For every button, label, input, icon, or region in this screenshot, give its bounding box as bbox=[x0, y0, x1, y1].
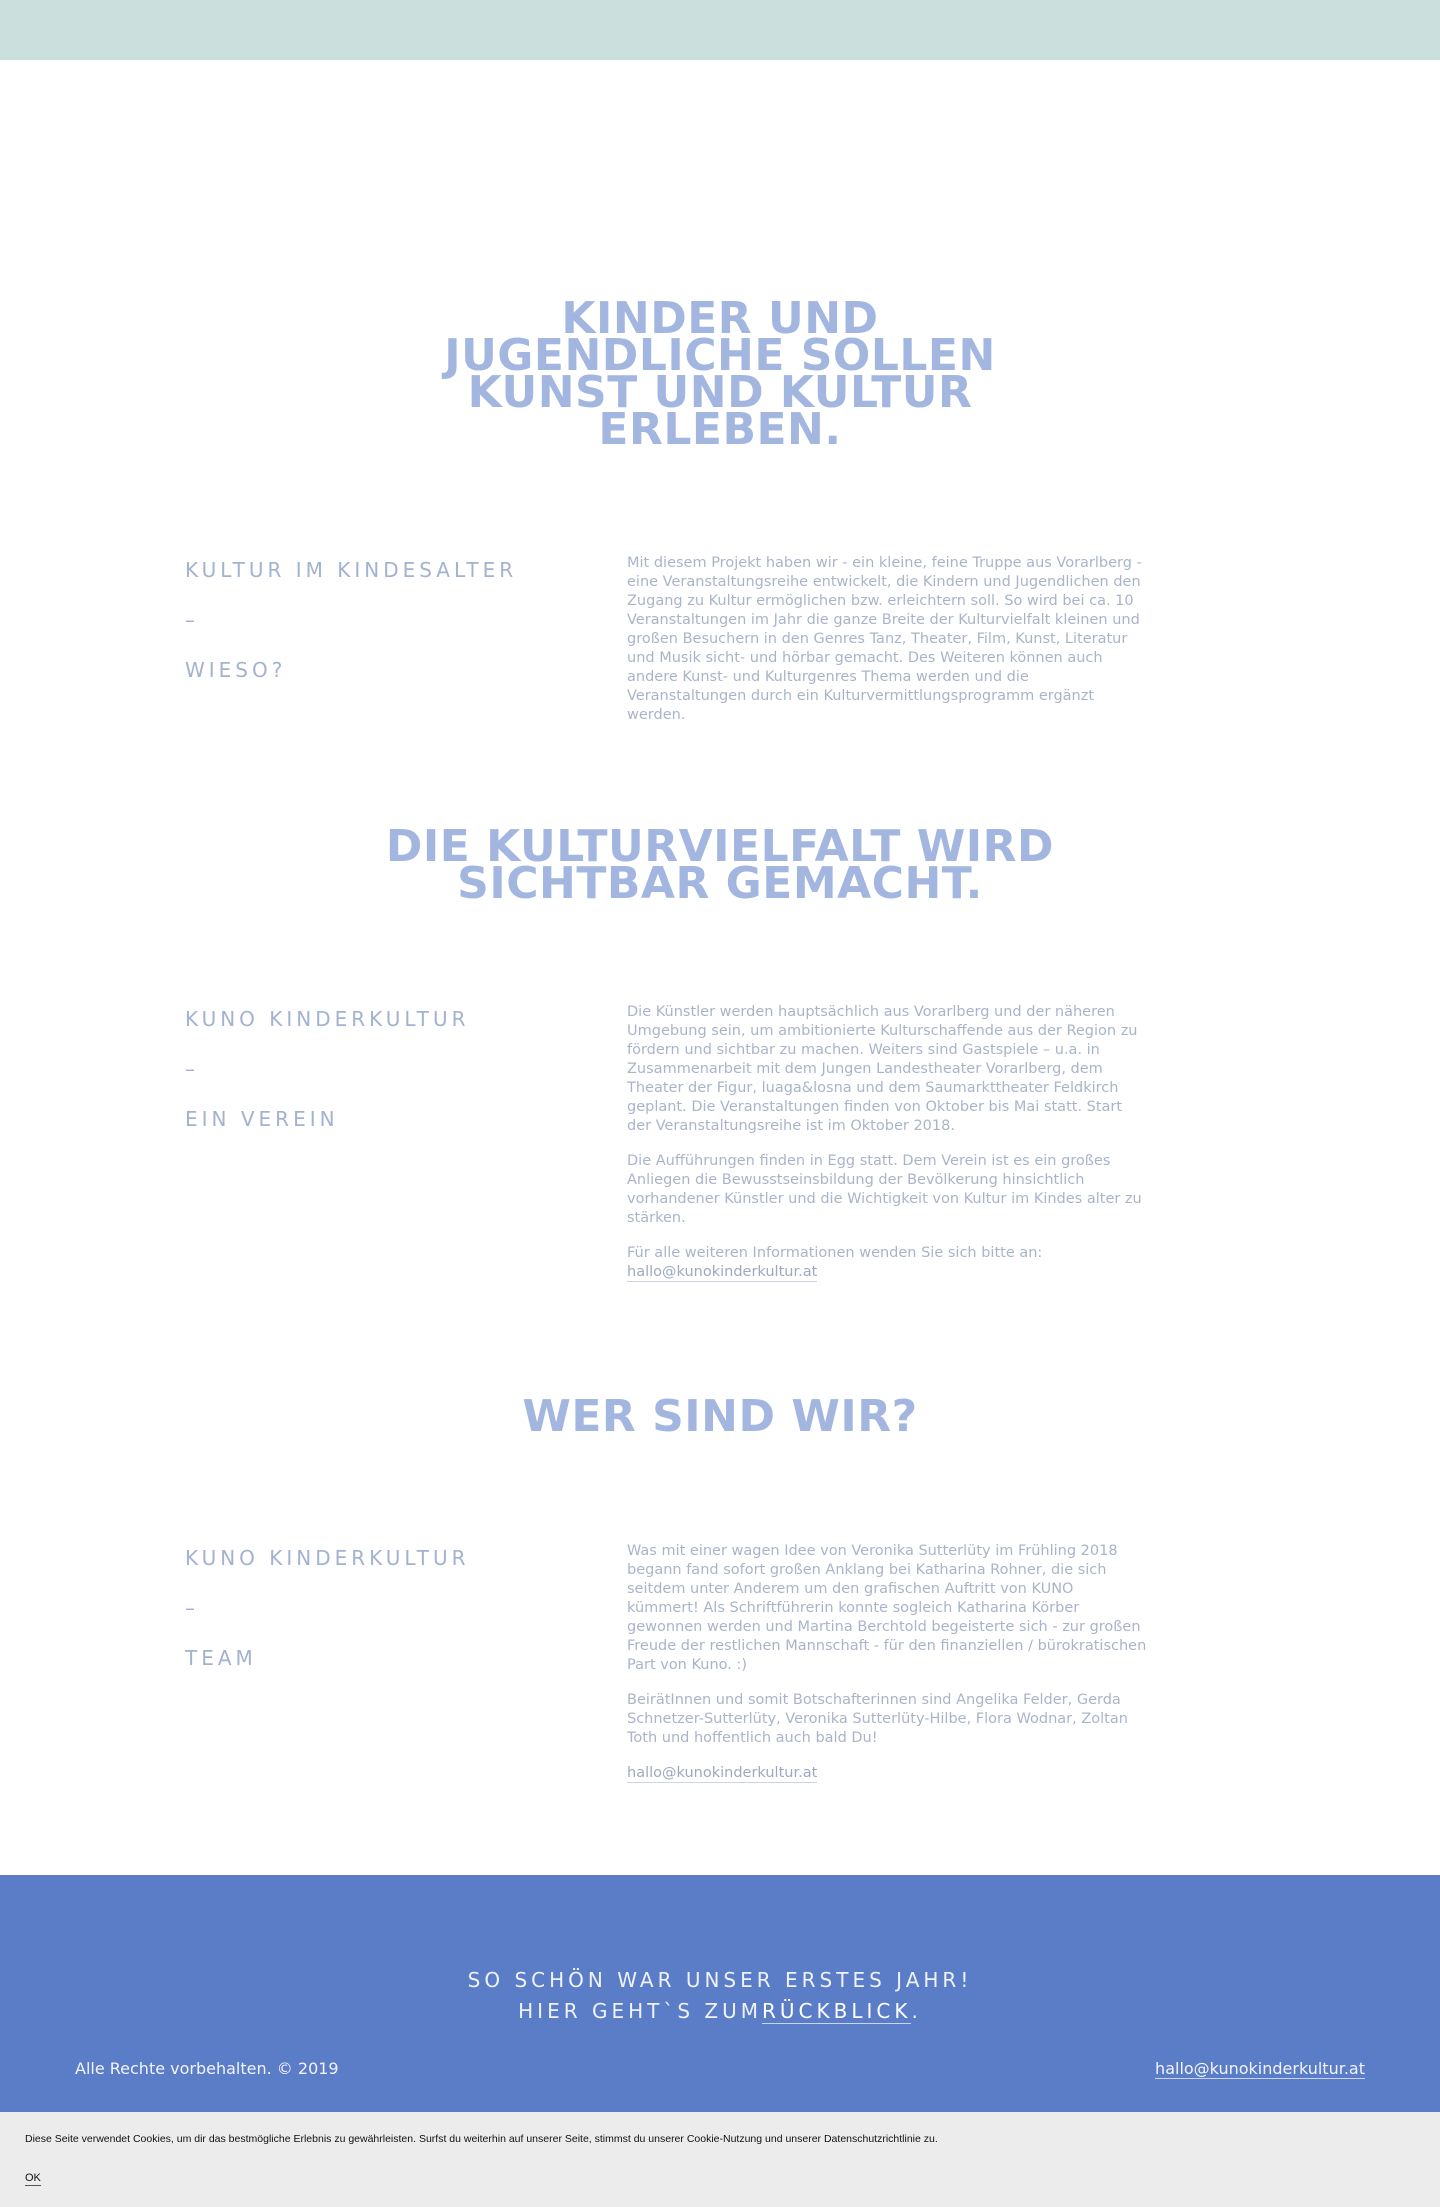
email-link[interactable]: hallo@kunokinderkultur.at bbox=[627, 1264, 818, 1280]
side-label-subtitle: EIN VEREIN bbox=[185, 1107, 339, 1131]
footer-rueckblick bbox=[0, 1965, 1440, 2027]
side-label-dash: – bbox=[185, 608, 199, 632]
footer-line-2-prefix: HIER GEHT`S ZUM bbox=[518, 1999, 763, 2023]
cookie-notice-text: Diese Seite verwendet Cookies, um dir das bestmögliche Erlebnis zu gewährleisten. Surfst du weiterhin auf unserer Seite, stimmst du unserer Cookie-Nutzung und unserer Datenschutzrichtlinie zu. bbox=[25, 2133, 938, 2145]
footer bbox=[0, 1875, 1440, 2112]
hero-heading-line: KINDER UND bbox=[561, 293, 879, 344]
section-heading bbox=[0, 1391, 1440, 1442]
section-body bbox=[627, 1542, 1147, 1799]
body-paragraph: BeirätInnen und somit Botschafterinnen sind Angelika Felder, Gerda Schnetzer-Sutterlüty, Veronika Sutterlüty-Hilbe, Flora Wodnar, Zoltan Toth und hoffentlich auch bald Du! bbox=[627, 1692, 1128, 1746]
heading-wer-sind-wir bbox=[0, 1391, 1440, 1442]
side-label-title: KULTUR IM KINDESALTER bbox=[185, 558, 518, 582]
hero-heading-line: JUGENDLICHE SOLLEN bbox=[444, 330, 996, 381]
footer-line-2 bbox=[0, 1996, 1440, 2027]
section-body bbox=[627, 554, 1147, 741]
section-side-label bbox=[185, 550, 585, 700]
section-body bbox=[627, 1003, 1147, 1298]
heading-kulturvielfalt bbox=[0, 821, 1440, 909]
body-paragraph: Die Künstler werden hauptsächlich aus Vorarlberg und der näheren Umgebung sein, um ambitionierte Kulturschaffende aus der Region zu fördern und sichtbar zu machen. Weiters sind Gastspiele – u.a. in Zusammenarbeit mit dem Jungen Landestheater Vorarlberg, dem Theater der Figur, luaga&losna und dem Saumarkttheater Feldkirch geplant. Die Veranstaltungen finden von Oktober bis Mai statt. Start der Veranstaltungsreihe ist im Oktober 2018. bbox=[627, 1004, 1138, 1134]
side-label-subtitle: WIESO? bbox=[185, 658, 287, 682]
section-side-label bbox=[185, 1538, 585, 1688]
email-link[interactable]: hallo@kunokinderkultur.at bbox=[627, 1765, 818, 1781]
hero-heading-line: ERLEBEN. bbox=[598, 404, 842, 455]
section-heading-line: SICHTBAR GEMACHT. bbox=[457, 858, 983, 909]
rueckblick-link[interactable]: RÜCKBLICK bbox=[762, 1999, 912, 2023]
footer-email-link[interactable]: hallo@kunokinderkultur.at bbox=[1155, 2059, 1365, 2078]
cookie-ok-button[interactable]: OK bbox=[25, 2172, 41, 2184]
contact-text: Für alle weiteren Informationen wenden Sie sich bitte an: bbox=[627, 1245, 1043, 1261]
side-label-subtitle: TEAM bbox=[185, 1646, 257, 1670]
top-bar bbox=[0, 0, 1440, 60]
hero-heading-line: KUNST UND KULTUR bbox=[467, 367, 973, 418]
hero-section bbox=[0, 293, 1440, 455]
section-heading-line: WER SIND WIR? bbox=[522, 1391, 918, 1442]
side-label-title: KUNO KINDERKULTUR bbox=[185, 1007, 470, 1031]
footer-line-2-suffix: . bbox=[911, 1999, 922, 2023]
body-paragraph: Was mit einer wagen Idee von Veronika Sutterlüty im Frühling 2018 begann fand sofort großen Anklang bei Katharina Rohner, die sich seitdem unter Anderem um den grafischen Auftritt von KUNO kümmert! Als Schriftführerin konnte sogleich Katharina Körber gewonnen werden und Martina Berchtold begeisterte sich - zur großen Freude der restlichen Mannschaft - für den finanziellen / bürokratischen Part von Kuno. :) bbox=[627, 1543, 1147, 1673]
footer-line-1: SO SCHÖN WAR UNSER ERSTES JAHR! bbox=[467, 1968, 973, 1992]
contact-paragraph bbox=[627, 1244, 1147, 1282]
section-heading-line: DIE KULTURVIELFALT WIRD bbox=[385, 821, 1055, 872]
section-side-label bbox=[185, 999, 585, 1149]
copyright-text: Alle Rechte vorbehalten. © 2019 bbox=[75, 2059, 339, 2078]
section-heading bbox=[0, 821, 1440, 909]
body-paragraph: Mit diesem Projekt haben wir - ein kleine, feine Truppe aus Vorarlberg - eine Veranstaltungsreihe entwickelt, die Kindern und Jugendlichen den Zugang zu Kultur ermöglichen bzw. erleichtern soll. So wird bei ca. 10 Veranstaltungen im Jahr die ganze Breite der Kulturvielfalt kleinen und großen Besuchern in den Genres Tanz, Theater, Film, Kunst, Literatur und Musik sicht- und hörbar gemacht. Des Weiteren können auch andere Kunst- und Kulturgenres Thema werden und die Veranstaltungen durch ein Kulturvermittlungsprogramm ergänzt werden. bbox=[627, 555, 1142, 723]
hero-heading bbox=[0, 293, 1440, 455]
body-paragraph: Die Aufführungen finden in Egg statt. Dem Verein ist es ein großes Anliegen die Bewusstseinsbildung der Bevölkerung hinsichtlich vorhandener Künstler und die Wichtigkeit von Kultur im Kindes alter zu stärken. bbox=[627, 1153, 1142, 1226]
side-label-dash: – bbox=[185, 1596, 199, 1620]
side-label-dash: – bbox=[185, 1057, 199, 1081]
contact-paragraph bbox=[627, 1764, 1147, 1783]
cookie-banner bbox=[0, 2112, 1440, 2207]
side-label-title: KUNO KINDERKULTUR bbox=[185, 1546, 470, 1570]
